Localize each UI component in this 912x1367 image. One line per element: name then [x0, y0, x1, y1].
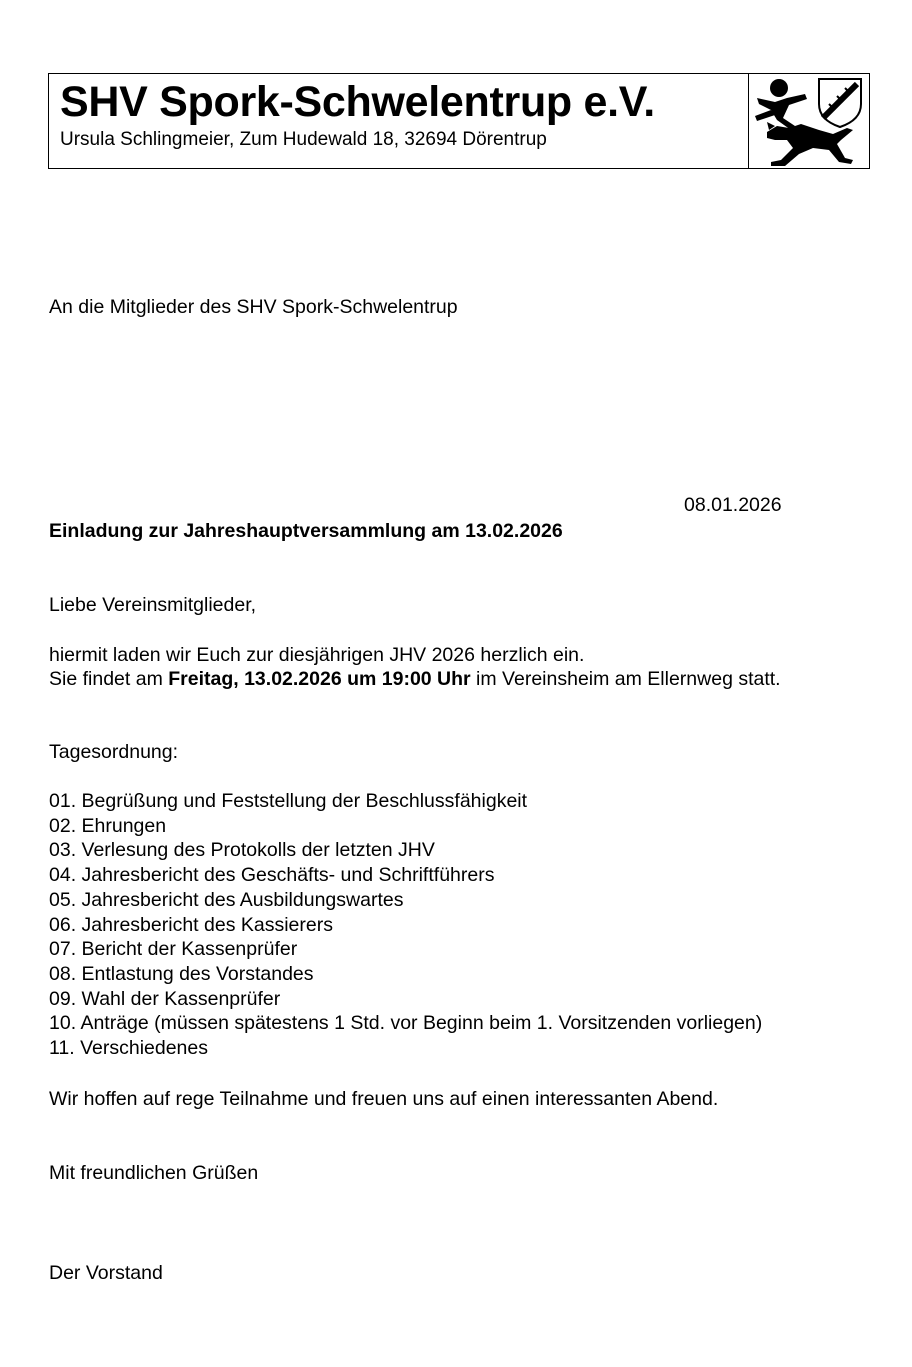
club-name: SHV Spork-Schwelentrup e.V.: [60, 78, 655, 126]
agenda-item: 07. Bericht der Kassenprüfer: [49, 938, 298, 961]
signature: Der Vorstand: [49, 1262, 163, 1284]
agenda-list: [49, 789, 762, 1061]
agenda-item: 09. Wahl der Kassenprüfer: [49, 987, 281, 1010]
agenda-item: 11. Verschiedenes: [49, 1037, 208, 1060]
event-line: [49, 668, 781, 691]
club-address: Ursula Schlingmeier, Zum Hudewald 18, 32694 Dörentrup: [60, 129, 547, 150]
regards: Mit freundlichen Grüßen: [49, 1162, 259, 1184]
salutation: Liebe Vereinsmitglieder,: [49, 594, 257, 616]
agenda-item: 10. Anträge (müssen spätestens 1 Std. vor Beginn beim 1. Vorsitzenden vorliegen): [49, 1012, 763, 1035]
event-date-time: Freitag, 13.02.2026 um 19:00 Uhr: [168, 668, 471, 690]
agenda-item: 06. Jahresbericht des Kassierers: [49, 913, 333, 936]
letter-subject: Einladung zur Jahreshauptversammlung am 13.02.2026: [49, 520, 563, 542]
letter-date: 08.01.2026: [684, 494, 782, 516]
closing-line: Wir hoffen auf rege Teilnahme und freuen uns auf einen interessanten Abend.: [49, 1088, 719, 1110]
agenda-item: 01. Begrüßung und Feststellung der Beschlussfähigkeit: [49, 790, 528, 812]
club-logo: [748, 74, 869, 168]
agenda-item: 04. Jahresbericht des Geschäfts- und Schriftführers: [49, 864, 495, 887]
agenda-item: 02. Ehrungen: [49, 814, 167, 837]
agenda-heading: Tagesordnung:: [49, 741, 179, 763]
event-line-prefix: Sie findet am: [49, 668, 169, 690]
event-line-suffix: im Vereinsheim am Ellernweg statt.: [470, 668, 781, 690]
letterhead: [48, 73, 870, 169]
runner-dog-logo-icon: [749, 74, 869, 168]
agenda-item: 03. Verlesung des Protokolls der letzten JHV: [49, 839, 435, 862]
letterhead-text-area: [49, 74, 748, 168]
intro-line: hiermit laden wir Euch zur diesjährigen JHV 2026 herzlich ein.: [49, 644, 585, 666]
recipient-line: An die Mitglieder des SHV Spork-Schwelentrup: [49, 296, 458, 318]
agenda-item: 05. Jahresbericht des Ausbildungswartes: [49, 888, 404, 911]
agenda-item: 08. Entlastung des Vorstandes: [49, 962, 314, 985]
